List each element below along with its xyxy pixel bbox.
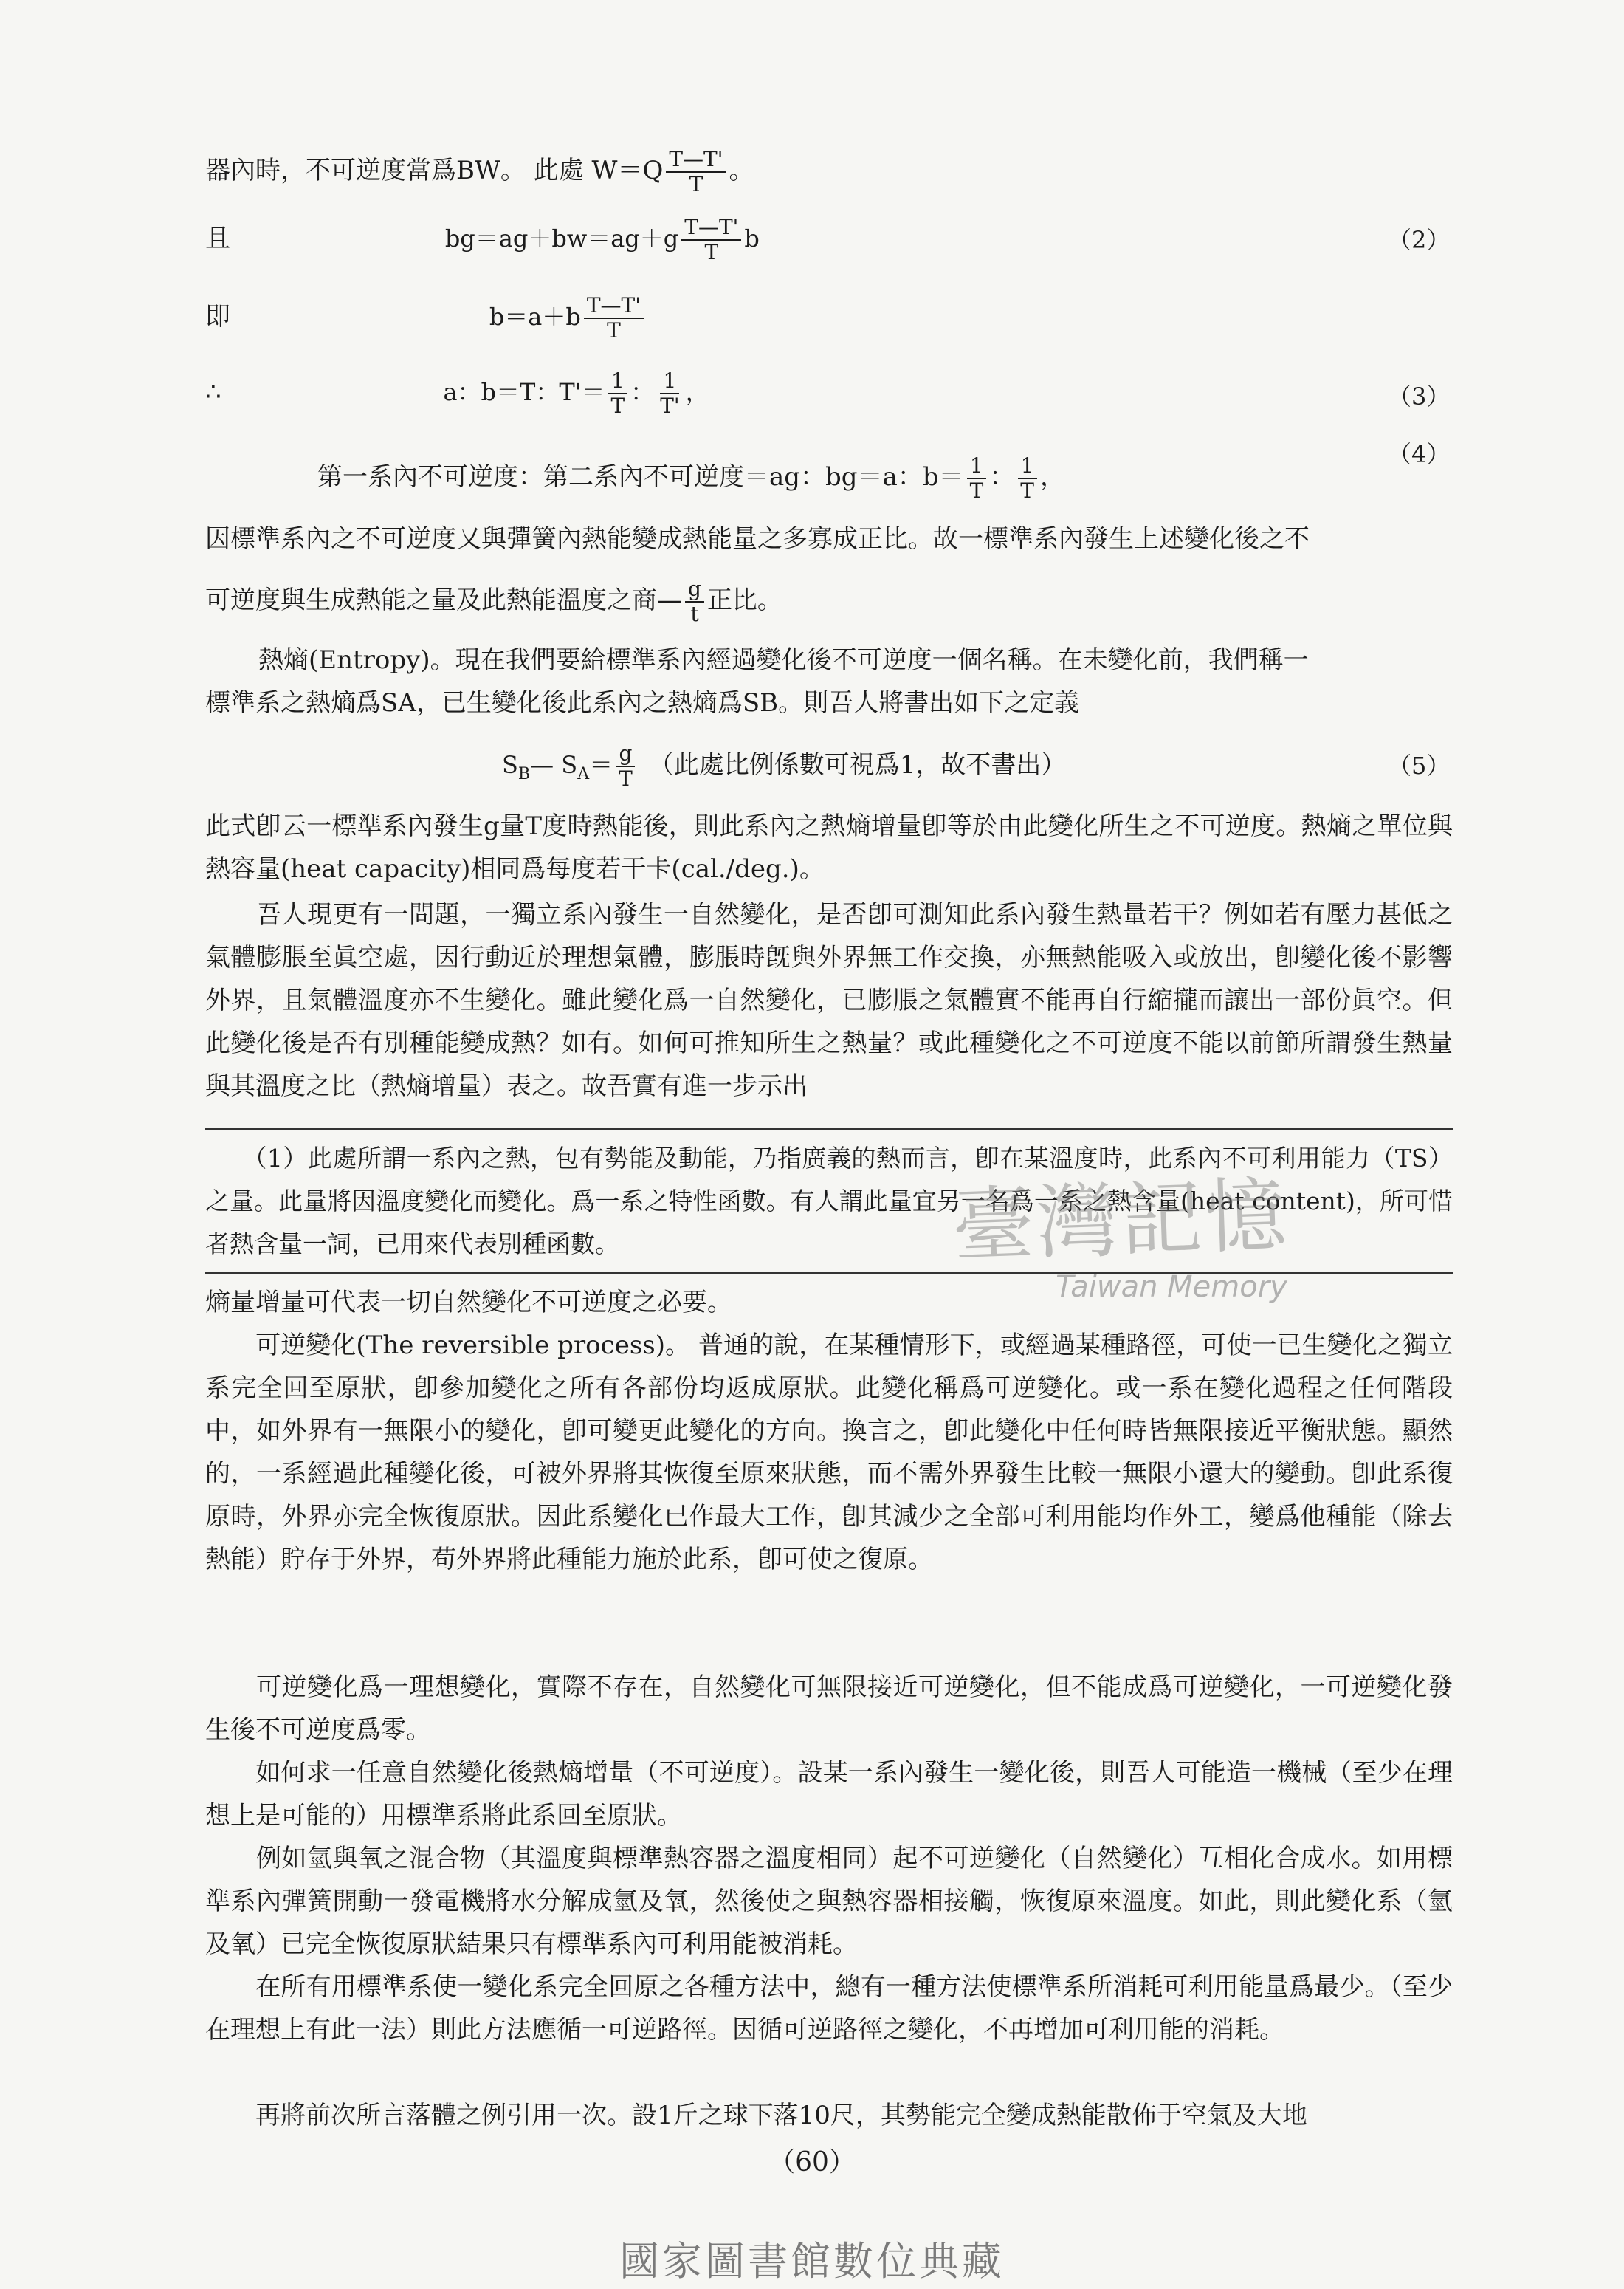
- paragraph: 可逆變化(The reversible process)。 普通的說，在某種情形下，或經過某種路徑，可使一已生變化之獨立系完全回至原狀，卽參加變化之所有各部份均返成原狀。此變化稱爲可逆變化。或一系在變化過程之任何階段中，如外界有一無限小的變化，卽可變更此變化的方向。換言之，卽此變化中任何時皆無限接近平衡狀態。顯然的，一系經過此種變化後，可被外界將其恢復至原來狀態，而不需外界發生比較一無限小還大的變動。卽此系復原時，外界亦完全恢復原狀。因此系變化已作最大工作，卽其減少之全部可利用能均作外工，變爲他種能（除去熱能）貯存于外界，苟外界將此種能力施於此系，卽可使之復原。: [205, 1331, 1453, 1574]
- footnote-rule-top: [205, 1128, 1453, 1130]
- archive-footer: 國家圖書館數位典藏: [619, 2238, 1005, 2285]
- equation-4: [317, 454, 1065, 503]
- paragraph: 再將前次所言落體之例引用一次。設1斤之球下落10尺，其勢能完全變成熱能散佈于空氣及大地: [205, 2101, 1307, 2130]
- paragraph: 此式卽云一標準系內發生g量T度時熱能後，則此系內之熱熵增量卽等於由此變化所生之不可逆度。熱熵之單位與熱容量(heat capacity)相同爲每度若干卡(cal./deg.)。: [205, 811, 1453, 884]
- equation-5: [502, 742, 1066, 791]
- symbol-s: S: [502, 751, 518, 779]
- paragraph-line: 因標準系內之不可逆度又與彈簧內熱能變成熱能量之多寡成正比。故一標準系內發生上述變化後之不: [205, 524, 1310, 554]
- equation-fraction-2: [1017, 454, 1037, 503]
- equation-colon: ：: [989, 462, 1015, 492]
- fraction-numerator: T—T': [584, 294, 644, 319]
- fraction-denominator: T': [660, 394, 680, 418]
- paragraph: 可逆變化爲一理想變化，實際不存在，自然變化可無限接近可逆變化，但不能成爲可逆變化，一可逆變化發生後不可逆度爲零。: [205, 1672, 1453, 1745]
- paragraph: 吾人現更有一問題，一獨立系內發生一自然變化，是否卽可測知此系內發生熱量若干？例如若有壓力甚低之氣體膨脹至眞空處，因行動近於理想氣體，膨脹時旣與外界無工作交換，亦無熱能吸入或放出，卽變化後不影響外界，且氣體溫度亦不生變化。雖此變化爲一自然變化，已膨脹之氣體實不能再自行縮攏而讓出一部份眞空。但此變化後是否有別種能變成熱？如有。如何可推知所生之熱量？或此種變化之不可逆度不能以前節所謂發生熱量與其溫度之比（熱熵增量）表之。故吾實有進一步示出: [205, 900, 1453, 1101]
- equation-note: （此處比例係數可視爲1，故不書出）: [648, 750, 1067, 780]
- minus-s: — S: [530, 751, 578, 779]
- equation-expression: b＝a＋b: [489, 303, 581, 331]
- equation-ji: [205, 294, 647, 343]
- equation-number-3: （3）: [1388, 382, 1451, 411]
- equation-label: 即: [205, 302, 230, 332]
- intro-equation-line: [205, 148, 754, 196]
- equation-2: [205, 216, 760, 264]
- equation-tail: ，: [1039, 462, 1065, 492]
- page-number: （60）: [768, 2147, 856, 2178]
- equation-number-4: （4）: [1388, 440, 1451, 468]
- equation-fraction-2: [657, 369, 682, 418]
- fraction-numerator: g: [685, 577, 704, 603]
- equation-expression: 第一系內不可逆度：第二系內不可逆度＝ag：bg＝a：b＝: [317, 462, 964, 492]
- equation-colon: ：: [630, 378, 655, 406]
- intro-end: 。: [729, 156, 754, 185]
- equation-fraction: [616, 742, 636, 791]
- paragraph-line-with-fraction: [205, 577, 782, 626]
- fraction-numerator: 1: [660, 369, 679, 394]
- fraction-numerator: 1: [1018, 454, 1037, 479]
- text-segment: 可逆度與生成熱能之量及此熱能溫度之商—: [205, 586, 682, 615]
- equation-tail: ，: [685, 378, 709, 406]
- fraction-denominator: T: [969, 478, 984, 503]
- intro-fraction: [666, 148, 726, 196]
- fraction-numerator: T—T': [681, 216, 741, 241]
- fraction-denominator: T: [607, 318, 621, 343]
- subscript-a: A: [577, 765, 590, 783]
- fraction-denominator: T: [619, 766, 633, 791]
- equation-number-5: （5）: [1388, 752, 1451, 780]
- inline-fraction: [685, 577, 704, 626]
- fraction-denominator: T: [689, 172, 703, 196]
- watermark-logo-subtitle: Taiwan Memory: [1056, 1270, 1287, 1304]
- paragraph: 如何求一任意自然變化後熱熵增量（不可逆度）。設某一系內發生一變化後，則吾人可能造一機械（至少在理想上是可能的）用標準系將此系回至原狀。: [205, 1758, 1453, 1830]
- equation-expression: bg＝ag＋bw＝ag＋g: [444, 224, 679, 253]
- fraction-denominator: T: [704, 240, 719, 264]
- text-segment: 正比。: [706, 586, 782, 615]
- footnote: （1）此處所謂一系內之熱，包有勢能及動能，乃指廣義的熱而言，卽在某溫度時，此系內不可利用能力（TS）之量。此量將因溫度變化而變化。爲一系之特性函數。有人謂此量宜另一名爲一系之熱含量(heat content)，所可惜者熱含量一詞，已用來代表別種函數。: [205, 1144, 1453, 1258]
- fraction-numerator: g: [616, 742, 635, 767]
- equation-label: 且: [205, 224, 230, 253]
- equation-expression: a：b＝T：T'＝: [443, 378, 605, 406]
- intro-text: 器內時，不可逆度當爲BW。 此處 W＝Q: [205, 156, 664, 185]
- entropy-paragraph-line: 熱熵(Entropy)。現在我們要給標準系內經過變化後不可逆度一個名稱。在未變化前，我們稱一: [258, 645, 1309, 675]
- fraction-numerator: T—T': [666, 148, 726, 173]
- equation-3: [205, 369, 709, 418]
- paragraph: 熵量增量可代表一切自然變化不可逆度之必要。: [205, 1288, 732, 1317]
- equation-fraction-1: [608, 369, 628, 418]
- equation-fraction: [584, 294, 644, 343]
- watermark-logo-text: 臺灣記憶: [951, 1167, 1291, 1274]
- fraction-numerator: 1: [967, 454, 986, 479]
- equation-number-2: （2）: [1388, 226, 1451, 254]
- fraction-denominator: t: [690, 602, 699, 626]
- fraction-numerator: 1: [608, 369, 627, 394]
- subscript-b: B: [517, 765, 531, 783]
- paragraph: 例如氫與氧之混合物（其溫度與標準熱容器之溫度相同）起不可逆變化（自然變化）互相化合成水。如用標準系內彈簧開動一發電機將水分解成氫及氧，然後使之與熱容器相接觸，恢復原來溫度。如此，則此變化系（氫及氧）已完全恢復原狀結果只有標準系內可利用能被消耗。: [205, 1844, 1453, 1959]
- fraction-denominator: T: [610, 394, 625, 418]
- equation-fraction-1: [967, 454, 987, 503]
- equals-sign: ＝: [589, 751, 613, 779]
- entropy-paragraph-line: 標準系之熱熵爲SA，已生變化後此系內之熱熵爲SB。則吾人將書出如下之定義: [205, 688, 1080, 718]
- equation-label: ∴: [205, 377, 221, 407]
- paragraph: 在所有用標準系使一變化系完全回原之各種方法中，總有一種方法使標準系所消耗可利用能量爲最少。（至少在理想上有此一法）則此方法應循一可逆路徑。因循可逆路徑之變化，不再增加可利用能的消耗。: [205, 1972, 1453, 2045]
- equation-tail: b: [744, 224, 760, 253]
- fraction-denominator: T: [1020, 478, 1034, 503]
- equation-fraction: [681, 216, 741, 264]
